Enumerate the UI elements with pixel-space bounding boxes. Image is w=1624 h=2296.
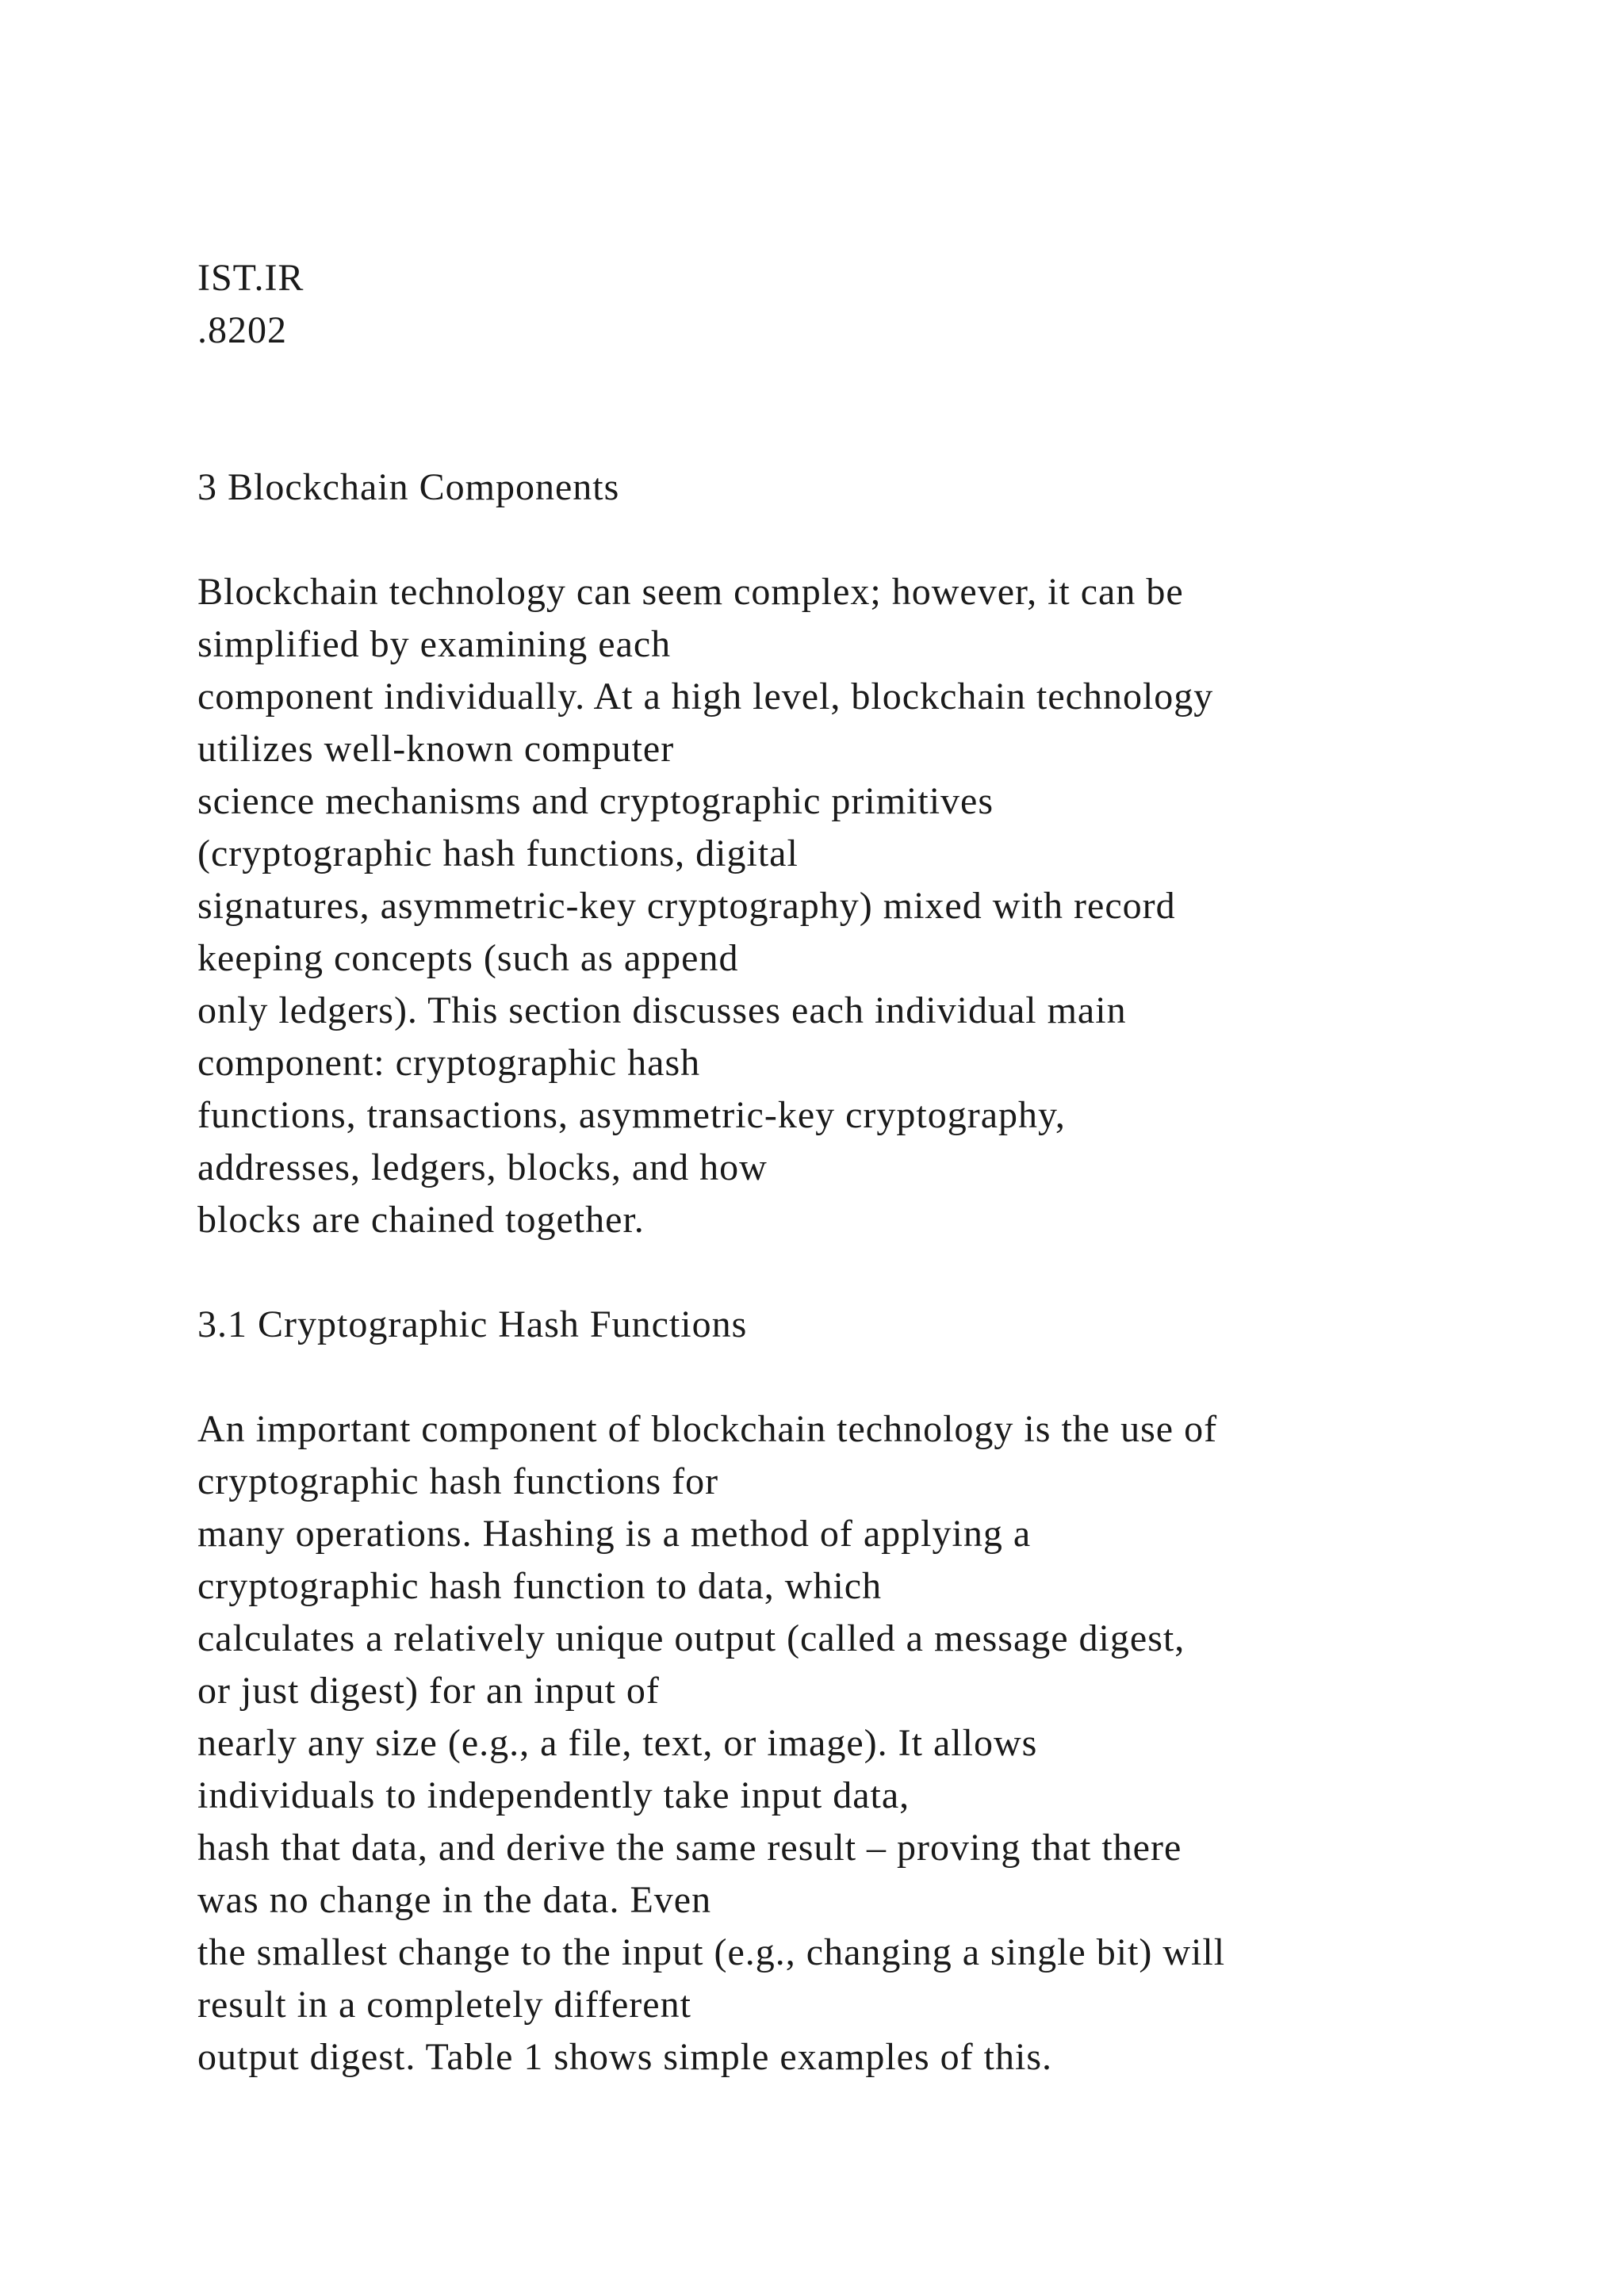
section-heading: 3 Blockchain Components: [197, 466, 620, 508]
hash-line-2: cryptographic hash functions for: [197, 1460, 719, 1502]
hash-line-7: nearly any size (e.g., a file, text, or image). It allows: [197, 1722, 1038, 1764]
hash-line-13: output digest. Table 1 shows simple examples of this.: [197, 2036, 1052, 2078]
intro-line-8: keeping concepts (such as append: [197, 937, 739, 979]
intro-line-4: utilizes well-known computer: [197, 728, 675, 770]
document-id-line-2: .8202: [197, 309, 287, 351]
hash-line-1: An important component of blockchain technology is the use of: [197, 1408, 1218, 1450]
intro-line-10: component: cryptographic hash: [197, 1042, 701, 1084]
intro-line-5: science mechanisms and cryptographic primitives: [197, 780, 994, 822]
hash-line-5: calculates a relatively unique output (called a message digest,: [197, 1617, 1185, 1659]
intro-line-1: Blockchain technology can seem complex; however, it can be: [197, 571, 1184, 613]
hash-line-11: the smallest change to the input (e.g., changing a single bit) will: [197, 1931, 1226, 1973]
document-id-line-1: IST.IR: [197, 257, 304, 299]
intro-line-13: blocks are chained together.: [197, 1199, 645, 1241]
hash-line-12: result in a completely different: [197, 1984, 691, 2026]
hash-line-8: individuals to independently take input data,: [197, 1774, 910, 1816]
intro-line-9: only ledgers). This section discusses each individual main: [197, 989, 1127, 1031]
hash-line-3: many operations. Hashing is a method of applying a: [197, 1513, 1032, 1555]
intro-line-6: (cryptographic hash functions, digital: [197, 832, 799, 874]
intro-line-11: functions, transactions, asymmetric-key cryptography,: [197, 1094, 1066, 1136]
hash-line-10: was no change in the data. Even: [197, 1879, 712, 1921]
subsection-heading: 3.1 Cryptographic Hash Functions: [197, 1303, 748, 1345]
hash-line-6: or just digest) for an input of: [197, 1670, 660, 1712]
hash-line-4: cryptographic hash function to data, which: [197, 1565, 883, 1607]
hash-line-9: hash that data, and derive the same result – proving that there: [197, 1827, 1182, 1869]
intro-line-7: signatures, asymmetric-key cryptography) mixed with record: [197, 885, 1176, 927]
intro-line-2: simplified by examining each: [197, 623, 672, 665]
intro-line-12: addresses, ledgers, blocks, and how: [197, 1146, 768, 1188]
intro-line-3: component individually. At a high level, blockchain technology: [197, 675, 1214, 718]
